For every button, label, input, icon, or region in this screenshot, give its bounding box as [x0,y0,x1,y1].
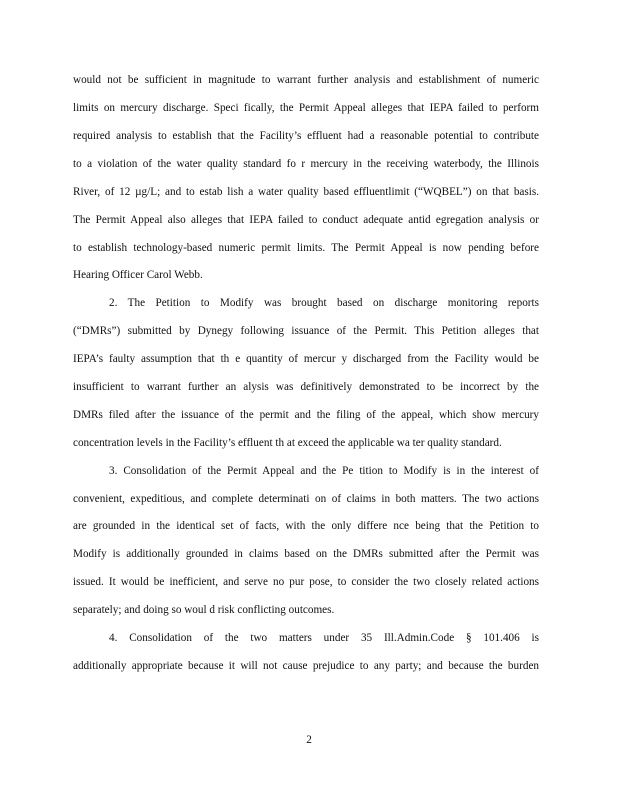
text-line: IEPA’s faulty assumption that th e quantity of mercur y discharged from the Facility would be [73,353,539,365]
text-line: would not be sufficient in magnitude to warrant further analysis and establishment of numeric [73,74,539,86]
paragraph-3-first-line: 3. Consolidation of the Permit Appeal and the Pe tition to Modify is in the interest of [109,465,539,477]
text-line: insufficient to warrant further an alysis was definitively demonstrated to be incorrect by the [73,381,539,393]
text-line: (“DMRs”) submitted by Dynegy following issuance of the Permit. This Petition alleges that [73,325,539,337]
text-line: to a violation of the water quality standard fo r mercury in the receiving waterbody, the Illinois [73,158,539,170]
text-line: are grounded in the identical set of facts, with the only differe nce being that the Petition to [73,520,539,532]
text-line: to establish technology-based numeric permit limits. The Permit Appeal is now pending before [73,242,539,254]
paragraph-4-first-line: 4. Consolidation of the two matters under 35 Ill.Admin.Code § 101.406 is [109,632,539,644]
text-line: concentration levels in the Facility’s effluent th at exceed the applicable wa ter quality standard. [73,437,502,449]
text-line: River, of 12 µg/L; and to estab lish a water quality based effluentlimit (“WQBEL”) on that basis. [73,186,539,198]
text-line: issued. It would be inefficient, and serve no pur pose, to consider the two closely related actions [73,576,539,588]
text-line: required analysis to establish that the Facility’s effluent had a reasonable potential to contribute [73,130,539,142]
text-line: separately; and doing so woul d risk conflicting outcomes. [73,604,335,616]
text-line: convenient, expeditious, and complete determinati on of claims in both matters. The two actions [73,493,539,505]
text-line: The Permit Appeal also alleges that IEPA failed to conduct adequate antid egregation analysis or [73,214,539,226]
page-number: 2 [306,734,312,746]
text-line: Modify is additionally grounded in claims based on the DMRs submitted after the Permit was [73,548,539,560]
paragraph-2-first-line: 2. The Petition to Modify was brought based on discharge monitoring reports [109,297,539,309]
text-line: DMRs filed after the issuance of the permit and the filing of the appeal, which show mercury [73,409,539,421]
text-line: Hearing Officer Carol Webb. [73,269,203,281]
text-line: additionally appropriate because it will not cause prejudice to any party; and because the burden [73,660,539,672]
text-line: limits on mercury discharge. Speci fically, the Permit Appeal alleges that IEPA failed to perform [73,102,539,114]
